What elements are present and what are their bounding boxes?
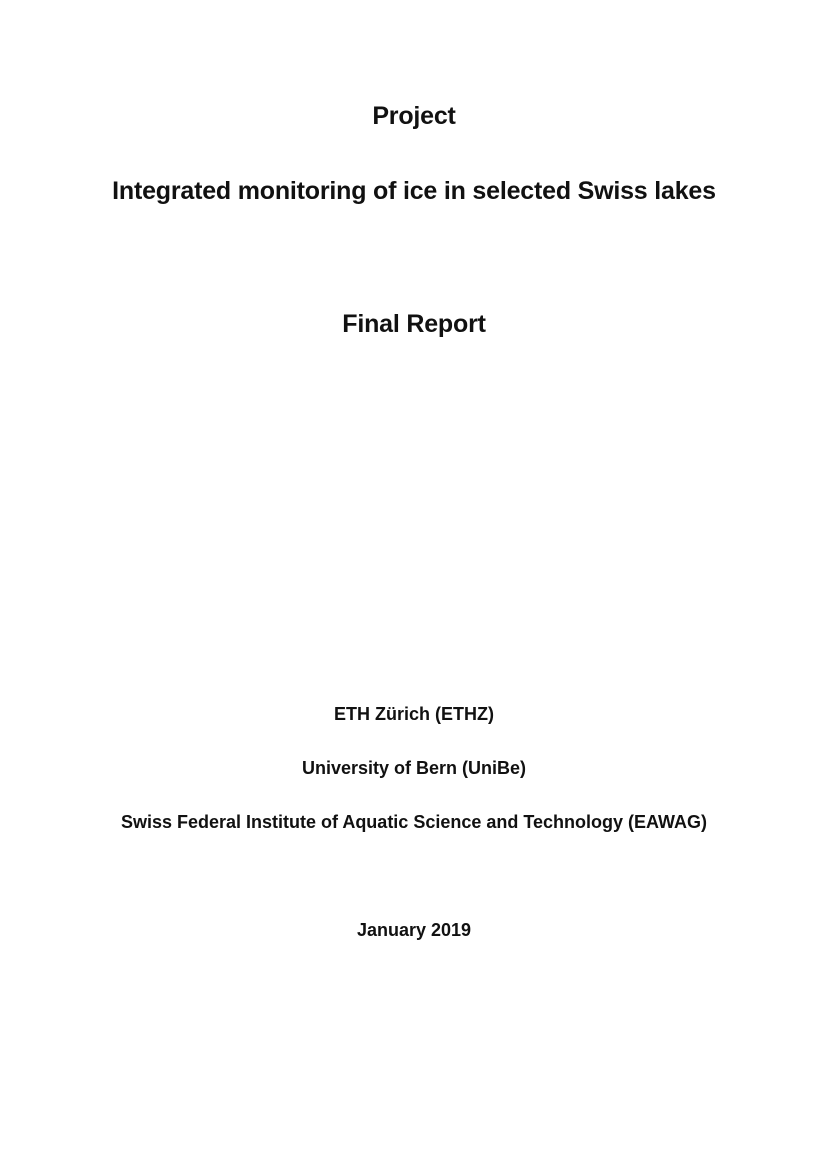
institution-eawag: Swiss Federal Institute of Aquatic Science and Technology (EAWAG) <box>120 812 708 832</box>
report-date: January 2019 <box>356 920 472 940</box>
institution-unibe: University of Bern (UniBe) <box>301 758 527 778</box>
project-label: Project <box>372 102 456 130</box>
document-title: Integrated monitoring of ice in selected Swiss lakes <box>112 177 716 205</box>
institution-ethz: ETH Zürich (ETHZ) <box>334 704 494 724</box>
report-type: Final Report <box>342 310 486 338</box>
